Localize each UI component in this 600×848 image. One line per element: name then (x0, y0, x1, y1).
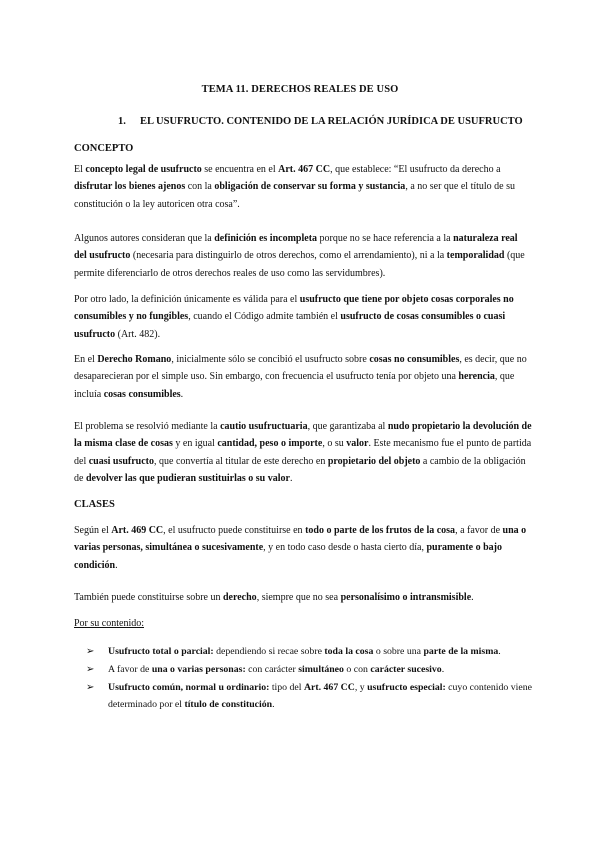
paragraph-art-469: Según el Art. 469 CC, el usufructo puede constituirse en todo o parte de los frutos de la cosa, a favor de una o varias personas, simultánea o sucesivamente, y en todo caso desde o hasta cierto día, puramente o bajo condición. (74, 525, 527, 571)
list-item: ➢ A favor de una o varias personas: con carácter simultáneo o con carácter sucesivo. (86, 661, 532, 678)
arrow-bullet-icon: ➢ (86, 664, 95, 675)
paragraph-derecho-romano: En el Derecho Romano, inicialmente sólo se concibió el usufructo sobre cosas no consumibles, es decir, que no desaparecieran por el simple uso. Sin embargo, con frecuencia el usufructo tenía por objeto una herencia, que incluía cosas consumibles. (74, 354, 527, 400)
section-title: EL USUFRUCTO. CONTENIDO DE LA RELACIÓN JURÍDICA DE USUFRUCTO (140, 116, 523, 127)
list-item: ➢ Usufructo total o parcial: dependiendo si recae sobre toda la cosa o sobre una parte de la misma. (86, 643, 532, 660)
clases-heading: CLASES (74, 499, 115, 510)
por-contenido-label: Por su contenido: (74, 618, 144, 629)
paragraph-concepto: El concepto legal de usufructo se encuentra en el Art. 467 CC, que establece: “El usufructo da derecho a disfrutar los bienes ajenos con la obligación de conservar su forma y sustancia, a no ser que el título de su constitución o la ley autoricen otra cosa”. (74, 164, 516, 210)
arrow-bullet-icon: ➢ (86, 682, 95, 693)
section-number: 1. (118, 116, 126, 127)
list-item: ➢ Usufructo común, normal u ordinario: tipo del Art. 467 CC, y usufructo especial: cuyo contenido viene determinado por el título de constitución. (86, 679, 532, 713)
paragraph-definicion: Algunos autores consideran que la definición es incompleta porque no se hace referencia a la naturaleza real del usufructo (necesaria para distinguirlo de otros derechos, como el arrendamiento), ni a la temporalidad (que permite diferenciarlo de otros derechos reales de uso como las servidumbres). (74, 233, 525, 279)
arrow-bullet-icon: ➢ (86, 646, 95, 657)
concepto-heading: CONCEPTO (74, 143, 134, 154)
paragraph-cautio: El problema se resolvió mediante la cautio usufructuaria, que garantizaba al nudo propietario la devolución de la misma clase de cosas y en igual cantidad, peso o importe, o su valor. Este mecanismo fue el punto de partida del cuasi usufructo, que convertía al titular de este derecho en propietario del objeto a cambio de la obligación de devolver las que pudieran sustituirlas o su valor. (74, 421, 532, 484)
page-title: TEMA 11. DERECHOS REALES DE USO (201, 84, 399, 95)
paragraph-derecho: También puede constituirse sobre un derecho, siempre que no sea personalísimo o intransmisible. (74, 592, 474, 603)
paragraph-objeto: Por otro lado, la definición únicamente es válida para el usufructo que tiene por objeto cosas corporales no consumibles y no fungibles, cuando el Código admite también el usufructo de cosas consumibles o cuasi usufructo (Art. 482). (74, 294, 514, 340)
contenido-list (86, 643, 532, 714)
section-heading (118, 116, 523, 127)
